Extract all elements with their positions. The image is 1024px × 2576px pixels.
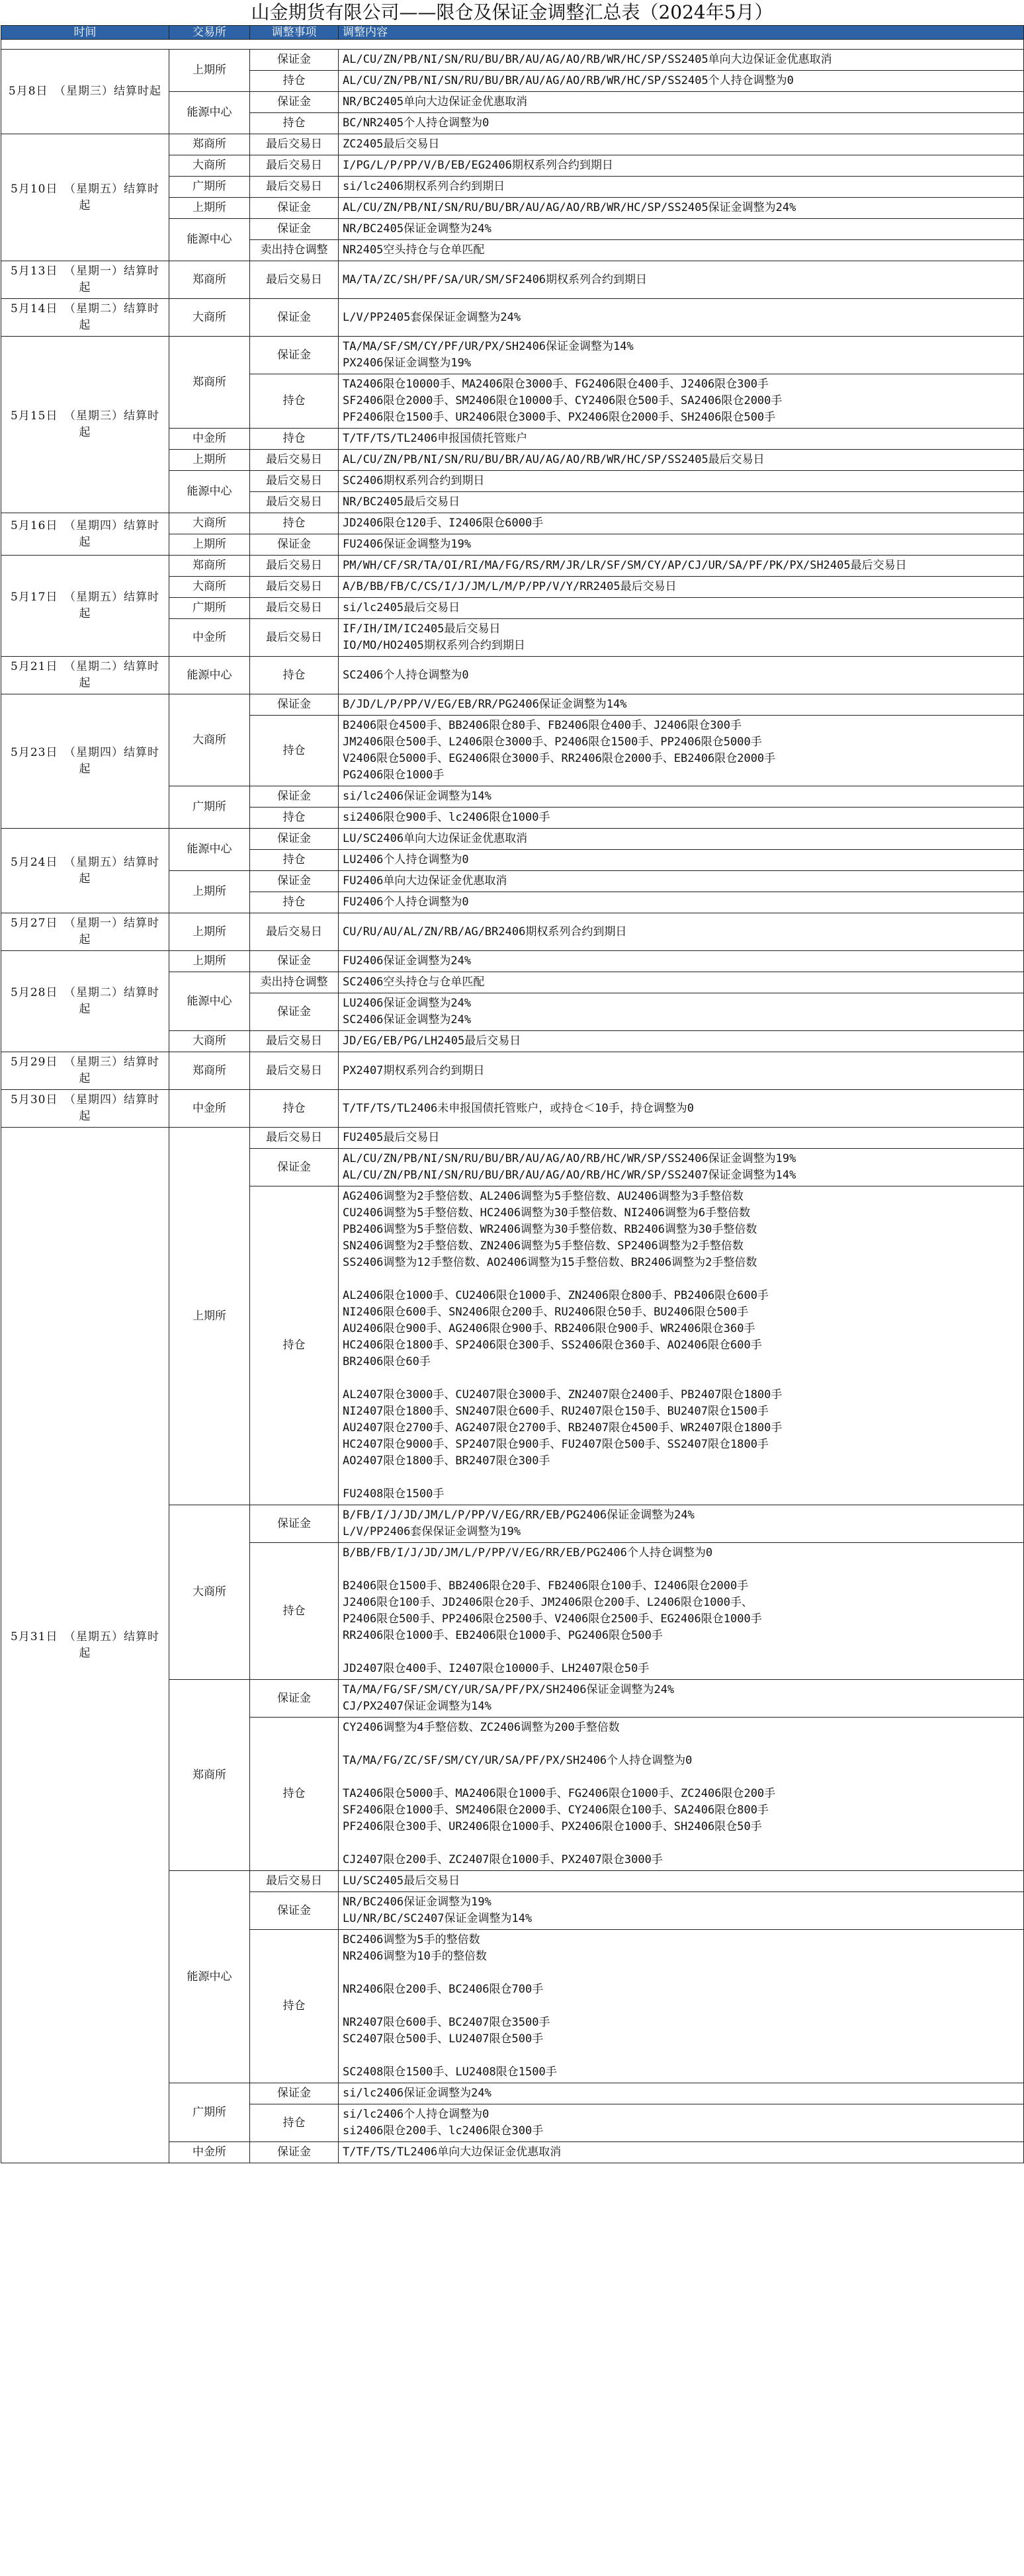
exchange-cell: 能源中心 — [169, 92, 250, 134]
table-row — [1, 829, 1024, 850]
exchange-cell: 上期所 — [169, 913, 250, 951]
item-cell: 持仓 — [250, 429, 339, 450]
item-cell: 持仓 — [250, 1930, 339, 2083]
item-cell: 保证金 — [250, 2142, 339, 2163]
content-cell: TA2406限仓10000手、MA2406限仓3000手、FG2406限仓400手、J2406限仓300手 SF2406限仓2000手、SM2406限仓10000手、CY2406限仓500手、SA2406限仓2000手 PF2406限仓1500手、UR2406限仓3000手、PX2406限仓2000手、SH2406限仓500手 — [339, 374, 1024, 429]
item-cell: 持仓 — [250, 513, 339, 534]
date-cell: 5月29日 （星期三）结算时起 — [1, 1052, 169, 1090]
content-cell: B/FB/I/J/JD/JM/L/P/PP/V/EG/RR/EB/PG2406保证金调整为24% L/V/PP2406套保保证金调整为19% — [339, 1505, 1024, 1543]
date-cell: 5月17日 （星期五）结算时起 — [1, 556, 169, 657]
content-cell: si2406限仓900手、lc2406限仓1000手 — [339, 808, 1024, 829]
content-cell: TA/MA/FG/SF/SM/CY/UR/SA/PF/PX/SH2406保证金调整为24% CJ/PX2407保证金调整为14% — [339, 1680, 1024, 1718]
item-cell: 持仓 — [250, 71, 339, 92]
exchange-cell: 中金所 — [169, 619, 250, 657]
item-cell: 最后交易日 — [250, 913, 339, 951]
content-cell: T/TF/TS/TL2406未申报国债托管账户，或持仓＜10手，持仓调整为0 — [339, 1090, 1024, 1128]
table-row — [1, 694, 1024, 716]
item-cell: 保证金 — [250, 92, 339, 113]
exchange-cell: 郑商所 — [169, 261, 250, 299]
content-cell: NR/BC2405单向大边保证金优惠取消 — [339, 92, 1024, 113]
content-cell: SC2406期权系列合约到期日 — [339, 471, 1024, 492]
item-cell: 最后交易日 — [250, 1031, 339, 1052]
date-cell: 5月24日 （星期五）结算时起 — [1, 829, 169, 913]
item-cell: 保证金 — [250, 534, 339, 556]
page-title: 山金期货有限公司——限仓及保证金调整汇总表（2024年5月） — [251, 1, 773, 23]
content-cell: TA/MA/SF/SM/CY/PF/UR/PX/SH2406保证金调整为14% PX2406保证金调整为19% — [339, 337, 1024, 374]
content-cell: SC2406个人持仓调整为0 — [339, 657, 1024, 694]
exchange-cell: 大商所 — [169, 1031, 250, 1052]
date-cell: 5月23日 （星期四）结算时起 — [1, 694, 169, 829]
exchange-cell: 郑商所 — [169, 337, 250, 429]
content-cell: LU2406保证金调整为24% SC2406保证金调整为24% — [339, 993, 1024, 1031]
content-cell: NR2405空头持仓与仓单匹配 — [339, 240, 1024, 261]
content-cell: FU2406保证金调整为19% — [339, 534, 1024, 556]
item-cell: 持仓 — [250, 1718, 339, 1871]
exchange-cell: 大商所 — [169, 513, 250, 534]
table-row — [1, 299, 1024, 337]
exchange-cell: 大商所 — [169, 694, 250, 786]
date-cell: 5月14日 （星期二）结算时起 — [1, 299, 169, 337]
item-cell: 持仓 — [250, 1543, 339, 1680]
item-cell: 保证金 — [250, 219, 339, 240]
item-cell: 保证金 — [250, 993, 339, 1031]
date-cell: 5月8日 （星期三）结算时起 — [1, 50, 169, 134]
table-row — [1, 50, 1024, 71]
date-cell: 5月28日 （星期二）结算时起 — [1, 951, 169, 1052]
exchange-cell: 上期所 — [169, 198, 250, 219]
content-cell: si/lc2406期权系列合约到期日 — [339, 177, 1024, 198]
content-cell: FU2405最后交易日 — [339, 1128, 1024, 1149]
item-cell: 保证金 — [250, 871, 339, 892]
content-cell: T/TF/TS/TL2406申报国债托管账户 — [339, 429, 1024, 450]
date-cell: 5月15日 （星期三）结算时起 — [1, 337, 169, 513]
item-cell: 最后交易日 — [250, 155, 339, 177]
item-cell: 保证金 — [250, 50, 339, 71]
item-cell: 持仓 — [250, 892, 339, 913]
content-cell: si/lc2405最后交易日 — [339, 598, 1024, 619]
date-cell: 5月30日 （星期四）结算时起 — [1, 1090, 169, 1128]
content-cell: NR/BC2405保证金调整为24% — [339, 219, 1024, 240]
exchange-cell: 能源中心 — [169, 471, 250, 513]
table-row — [1, 1090, 1024, 1128]
header-item: 调整事项 — [250, 26, 339, 40]
content-cell: AL/CU/ZN/PB/NI/SN/RU/BU/BR/AU/AG/AO/RB/WR/HC/SP/SS2405个人持仓调整为0 — [339, 71, 1024, 92]
content-cell: B/BB/FB/I/J/JD/JM/L/P/PP/V/EG/RR/EB/PG2406个人持仓调整为0 B2406限仓1500手、BB2406限仓20手、FB2406限仓100手、I2406限仓2000手 J2406限仓100手、JD2406限仓20手、JM2406限仓200手、L2406限仓1000手、 P2406限仓500手、PP2406限仓2500手、V2406限仓2500手、EG2406限仓1000手 RR2406限仓1000手、EB2406限仓1000手、PG2406限仓500手 JD2407限仓400手、I2407限仓10000手、LH2407限仓50手 — [339, 1543, 1024, 1680]
table-row — [1, 556, 1024, 577]
item-cell: 保证金 — [250, 786, 339, 808]
content-cell: AL/CU/ZN/PB/NI/SN/RU/BU/BR/AU/AG/AO/RB/WR/HC/SP/SS2405保证金调整为24% — [339, 198, 1024, 219]
item-cell: 最后交易日 — [250, 1871, 339, 1892]
exchange-cell: 中金所 — [169, 2142, 250, 2163]
exchange-cell: 大商所 — [169, 1505, 250, 1680]
item-cell: 最后交易日 — [250, 134, 339, 155]
item-cell: 保证金 — [250, 951, 339, 972]
date-cell: 5月27日 （星期一）结算时起 — [1, 913, 169, 951]
item-cell: 最后交易日 — [250, 177, 339, 198]
content-cell: AG2406调整为2手整倍数、AL2406调整为5手整倍数、AU2406调整为3手整倍数 CU2406调整为5手整倍数、HC2406调整为30手整倍数、NI2406调整为6手整倍数 PB2406调整为5手整倍数、WR2406调整为30手整倍数、RB2406调整为30手整倍数 SN2406调整为2手整倍数、ZN2406调整为5手整倍数、SP2406调整为2手整倍数 SS2406调整为12手整倍数、AO2406调整为15手整倍数、BR2406调整为2手整倍数 AL2406限仓1000手、CU2406限仓1000手、ZN2406限仓800手、PB2406限仓600手 NI2406限仓600手、SN2406限仓200手、RU2406限仓50手、BU2406限仓500手 AU2406限仓900手、AG2406限仓900手、RB2406限仓900手、WR2406限仓360手 HC2406限仓1800手、SP2406限仓300手、SS2406限仓360手、AO2406限仓600手 BR2406限仓60手 AL2407限仓3000手、CU2407限仓3000手、ZN2407限仓2400手、PB2407限仓1800手 NI2407限仓1800手、SN2407限仓600手、RU2407限仓150手、BU2407限仓1500手 AU2407限仓2700手、AG2407限仓2700手、RB2407限仓4500手、WR2407限仓1800手 HC2407限仓9000手、SP2407限仓900手、FU2407限仓500手、SS2407限仓1800手 AO2407限仓1800手、BR2407限仓300手 FU2408限仓1500手 — [339, 1186, 1024, 1505]
content-cell: A/B/BB/FB/C/CS/I/J/JM/L/M/P/PP/V/Y/RR2405最后交易日 — [339, 577, 1024, 598]
content-cell: PX2407期权系列合约到期日 — [339, 1052, 1024, 1090]
content-cell: AL/CU/ZN/PB/NI/SN/RU/BU/BR/AU/AG/AO/RB/WR/HC/SP/SS2405最后交易日 — [339, 450, 1024, 471]
content-cell: si/lc2406个人持仓调整为0 si2406限仓200手、lc2406限仓300手 — [339, 2104, 1024, 2142]
content-cell: PM/WH/CF/SR/TA/OI/RI/MA/FG/RS/RM/JR/LR/SF/SM/CY/AP/CJ/UR/SA/PF/PK/PX/SH2405最后交易日 — [339, 556, 1024, 577]
exchange-cell: 能源中心 — [169, 829, 250, 871]
content-cell: LU/SC2406单向大边保证金优惠取消 — [339, 829, 1024, 850]
item-cell: 保证金 — [250, 198, 339, 219]
exchange-cell: 上期所 — [169, 871, 250, 913]
item-cell: 保证金 — [250, 829, 339, 850]
item-cell: 最后交易日 — [250, 1052, 339, 1090]
content-cell: NR/BC2405最后交易日 — [339, 492, 1024, 513]
item-cell: 保证金 — [250, 337, 339, 374]
exchange-cell: 广期所 — [169, 598, 250, 619]
item-cell: 最后交易日 — [250, 556, 339, 577]
exchange-cell: 郑商所 — [169, 1680, 250, 1871]
item-cell: 保证金 — [250, 1892, 339, 1930]
content-cell: JD/EG/EB/PG/LH2405最后交易日 — [339, 1031, 1024, 1052]
header-exchange: 交易所 — [169, 26, 250, 40]
item-cell: 持仓 — [250, 113, 339, 134]
content-cell: FU2406单向大边保证金优惠取消 — [339, 871, 1024, 892]
content-cell: BC2406调整为5手的整倍数 NR2406调整为10手的整倍数 NR2406限仓200手、BC2406限仓700手 NR2407限仓600手、BC2407限仓3500手 SC2407限仓500手、LU2407限仓500手 SC2408限仓1500手、LU2408限仓1500手 — [339, 1930, 1024, 2083]
content-cell: B/JD/L/P/PP/V/EG/EB/RR/PG2406保证金调整为14% — [339, 694, 1024, 716]
item-cell: 最后交易日 — [250, 450, 339, 471]
content-cell: AL/CU/ZN/PB/NI/SN/RU/BU/BR/AU/AG/AO/RB/HC/WR/SP/SS2406保证金调整为19% AL/CU/ZN/PB/NI/SN/RU/BU/BR/AU/AG/AO/RB/HC/WR/SP/SS2407保证金调整为14% — [339, 1149, 1024, 1186]
item-cell: 最后交易日 — [250, 261, 339, 299]
content-cell: CY2406调整为4手整倍数、ZC2406调整为200手整倍数 TA/MA/FG/ZC/SF/SM/CY/UR/SA/PF/PX/SH2406个人持仓调整为0 TA2406限仓5000手、MA2406限仓1000手、FG2406限仓1000手、ZC2406限仓200手 SF2406限仓1000手、SM2406限仓2000手、CY2406限仓100手、SA2406限仓800手 PF2406限仓300手、UR2406限仓1000手、PX2406限仓1000手、SH2406限仓50手 CJ2407限仓200手、ZC2407限仓1000手、PX2407限仓3000手 — [339, 1718, 1024, 1871]
table-row — [1, 1052, 1024, 1090]
content-cell: si/lc2406保证金调整为14% — [339, 786, 1024, 808]
exchange-cell: 广期所 — [169, 177, 250, 198]
exchange-cell: 广期所 — [169, 786, 250, 829]
table-row — [1, 513, 1024, 534]
item-cell: 保证金 — [250, 1505, 339, 1543]
exchange-cell: 能源中心 — [169, 972, 250, 1031]
item-cell: 最后交易日 — [250, 598, 339, 619]
content-cell: FU2406个人持仓调整为0 — [339, 892, 1024, 913]
date-cell: 5月21日 （星期二）结算时起 — [1, 657, 169, 694]
table-row — [1, 951, 1024, 972]
date-cell: 5月10日 （星期五）结算时起 — [1, 134, 169, 261]
exchange-cell: 郑商所 — [169, 556, 250, 577]
item-cell: 持仓 — [250, 1186, 339, 1505]
item-cell: 持仓 — [250, 657, 339, 694]
exchange-cell: 上期所 — [169, 50, 250, 92]
table-row — [1, 1128, 1024, 1149]
content-cell: LU/SC2405最后交易日 — [339, 1871, 1024, 1892]
exchange-cell: 上期所 — [169, 450, 250, 471]
exchange-cell: 能源中心 — [169, 219, 250, 261]
exchange-cell: 上期所 — [169, 534, 250, 556]
content-cell: I/PG/L/P/PP/V/B/EB/EG2406期权系列合约到期日 — [339, 155, 1024, 177]
content-cell: ZC2405最后交易日 — [339, 134, 1024, 155]
item-cell: 保证金 — [250, 299, 339, 337]
item-cell: 持仓 — [250, 716, 339, 786]
exchange-cell: 能源中心 — [169, 1871, 250, 2083]
date-cell: 5月16日 （星期四）结算时起 — [1, 513, 169, 556]
table-row — [1, 134, 1024, 155]
item-cell: 卖出持仓调整 — [250, 240, 339, 261]
content-cell: JD2406限仓120手、I2406限仓6000手 — [339, 513, 1024, 534]
content-cell: NR/BC2406保证金调整为19% LU/NR/BC/SC2407保证金调整为14% — [339, 1892, 1024, 1930]
spacer-row — [1, 40, 1024, 50]
content-cell: IF/IH/IM/IC2405最后交易日 IO/MO/HO2405期权系列合约到期日 — [339, 619, 1024, 657]
item-cell: 持仓 — [250, 850, 339, 871]
exchange-cell: 郑商所 — [169, 134, 250, 155]
content-cell: si/lc2406保证金调整为24% — [339, 2083, 1024, 2104]
exchange-cell: 大商所 — [169, 299, 250, 337]
date-cell: 5月13日 （星期一）结算时起 — [1, 261, 169, 299]
item-cell: 保证金 — [250, 1680, 339, 1718]
exchange-cell: 郑商所 — [169, 1052, 250, 1090]
table-row — [1, 337, 1024, 374]
table-row — [1, 913, 1024, 951]
exchange-cell: 大商所 — [169, 577, 250, 598]
content-cell: T/TF/TS/TL2406单向大边保证金优惠取消 — [339, 2142, 1024, 2163]
exchange-cell: 上期所 — [169, 951, 250, 972]
content-cell: FU2406保证金调整为24% — [339, 951, 1024, 972]
exchange-cell: 能源中心 — [169, 657, 250, 694]
item-cell: 最后交易日 — [250, 1128, 339, 1149]
exchange-cell: 中金所 — [169, 429, 250, 450]
item-cell: 持仓 — [250, 2104, 339, 2142]
table-row — [1, 261, 1024, 299]
date-cell: 5月31日 （星期五）结算时起 — [1, 1128, 169, 2163]
content-cell: BC/NR2405个人持仓调整为0 — [339, 113, 1024, 134]
item-cell: 最后交易日 — [250, 619, 339, 657]
table-row — [1, 657, 1024, 694]
header-date: 时间 — [1, 26, 169, 40]
exchange-cell: 广期所 — [169, 2083, 250, 2142]
content-cell: L/V/PP2405套保保证金调整为24% — [339, 299, 1024, 337]
adjustment-table — [1, 25, 1024, 2163]
item-cell: 最后交易日 — [250, 577, 339, 598]
content-cell: B2406限仓4500手、BB2406限仓80手、FB2406限仓400手、J2406限仓300手 JM2406限仓500手、L2406限仓3000手、P2406限仓1500手、PP2406限仓5000手 V2406限仓5000手、EG2406限仓3000手、RR2406限仓2000手、EB2406限仓2000手 PG2406限仓1000手 — [339, 716, 1024, 786]
content-cell: SC2406空头持仓与仓单匹配 — [339, 972, 1024, 993]
item-cell: 保证金 — [250, 2083, 339, 2104]
item-cell: 持仓 — [250, 1090, 339, 1128]
item-cell: 卖出持仓调整 — [250, 972, 339, 993]
item-cell: 最后交易日 — [250, 471, 339, 492]
header-content: 调整内容 — [339, 26, 1024, 40]
table-header-row — [1, 26, 1024, 40]
item-cell: 保证金 — [250, 1149, 339, 1186]
exchange-cell: 上期所 — [169, 1128, 250, 1505]
item-cell: 持仓 — [250, 374, 339, 429]
item-cell: 最后交易日 — [250, 492, 339, 513]
content-cell: LU2406个人持仓调整为0 — [339, 850, 1024, 871]
item-cell: 持仓 — [250, 808, 339, 829]
content-cell: AL/CU/ZN/PB/NI/SN/RU/BU/BR/AU/AG/AO/RB/WR/HC/SP/SS2405单向大边保证金优惠取消 — [339, 50, 1024, 71]
exchange-cell: 中金所 — [169, 1090, 250, 1128]
content-cell: MA/TA/ZC/SH/PF/SA/UR/SM/SF2406期权系列合约到期日 — [339, 261, 1024, 299]
exchange-cell: 大商所 — [169, 155, 250, 177]
content-cell: CU/RU/AU/AL/ZN/RB/AG/BR2406期权系列合约到期日 — [339, 913, 1024, 951]
item-cell: 保证金 — [250, 694, 339, 716]
